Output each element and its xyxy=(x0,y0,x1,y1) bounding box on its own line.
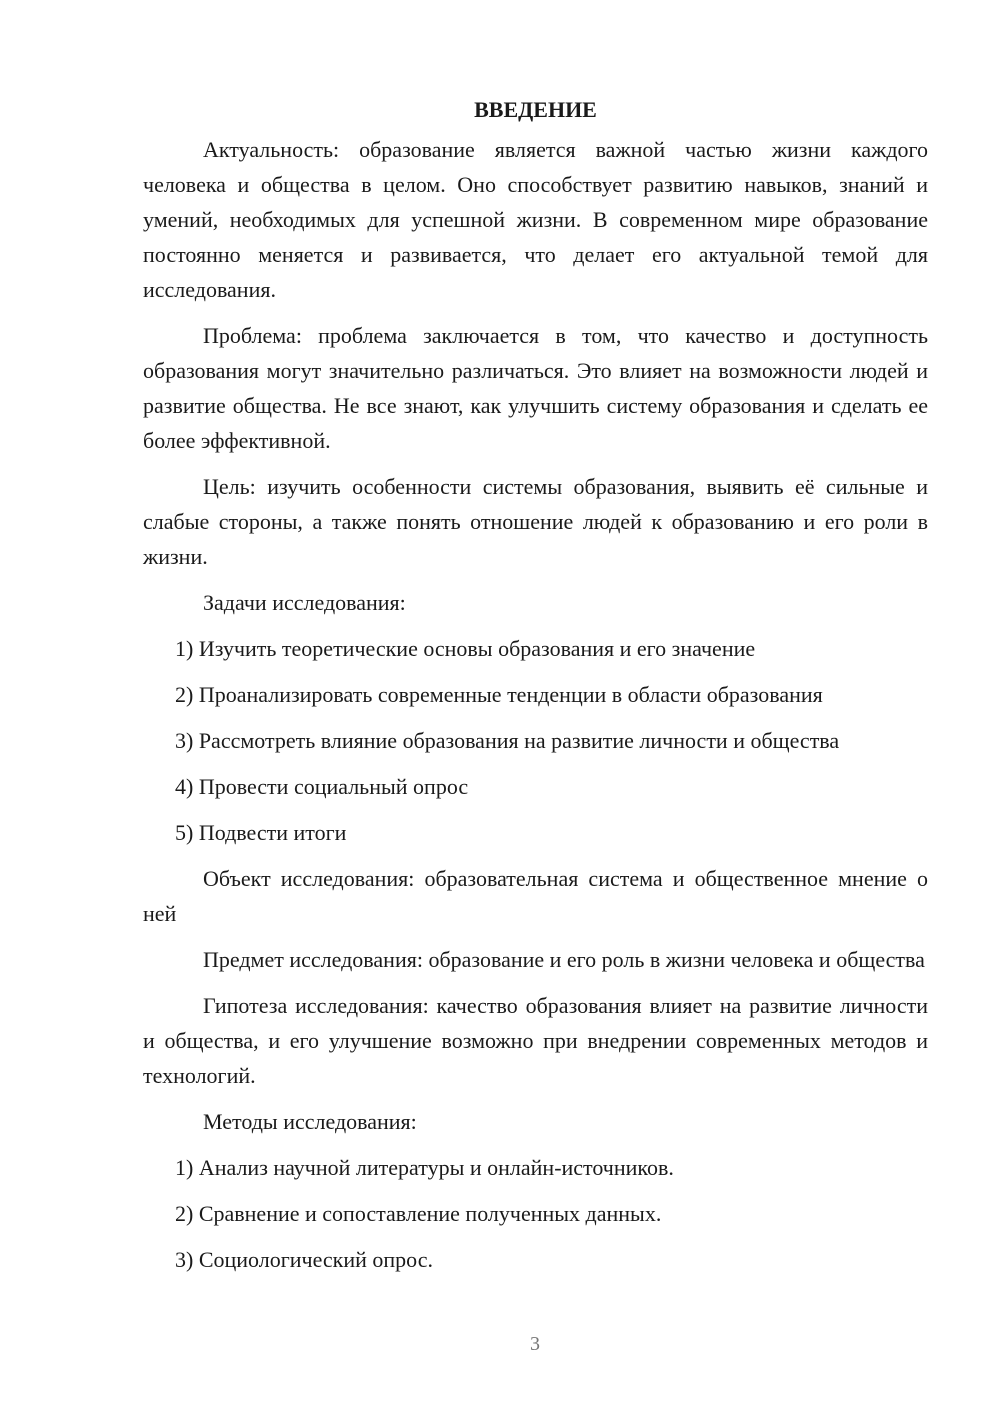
problem-paragraph: Проблема: проблема заключается в том, что качество и доступность образования могут значительно различаться. Это влияет на возможности людей и развитие общества. Не все знают, как улучшить систему образования и сделать ее более эффективной. xyxy=(143,323,928,453)
task-item: 4) Провести социальный опрос xyxy=(175,774,469,799)
page-number: 3 xyxy=(530,1333,540,1355)
hypothesis-paragraph: Гипотеза исследования: качество образования влияет на развитие личности и общества, и его улучшение возможно при внедрении современных методов и технологий. xyxy=(143,993,928,1088)
method-item: 1) Анализ научной литературы и онлайн-источников. xyxy=(175,1155,674,1180)
section-heading: ВВЕДЕНИЕ xyxy=(474,97,597,122)
task-item: 1) Изучить теоретические основы образования и его значение xyxy=(175,636,756,661)
subject-paragraph: Предмет исследования: образование и его роль в жизни человека и общества xyxy=(203,947,925,972)
method-item: 3) Социологический опрос. xyxy=(175,1247,433,1272)
task-item: 3) Рассмотреть влияние образования на развитие личности и общества xyxy=(175,728,840,753)
task-item: 2) Проанализировать современные тенденции в области образования xyxy=(175,682,823,707)
method-item: 2) Сравнение и сопоставление полученных данных. xyxy=(175,1201,662,1226)
relevance-paragraph: Актуальность: образование является важной частью жизни каждого человека и общества в целом. Оно способствует развитию навыков, знаний и умений, необходимых для успешной жизни. В современном мире образование постоянно меняется и развивается, что делает его актуальной темой для исследования. xyxy=(143,137,928,302)
goal-paragraph: Цель: изучить особенности системы образования, выявить её сильные и слабые стороны, а также понять отношение людей к образованию и его роли в жизни. xyxy=(143,474,928,569)
methods-label: Методы исследования: xyxy=(203,1109,417,1134)
document-page xyxy=(143,92,928,1288)
methods-list xyxy=(143,1150,928,1277)
tasks-list xyxy=(143,631,928,850)
tasks-label: Задачи исследования: xyxy=(203,590,406,615)
task-item: 5) Подвести итоги xyxy=(175,820,347,845)
object-paragraph: Объект исследования: образовательная система и общественное мнение о ней xyxy=(143,866,928,926)
